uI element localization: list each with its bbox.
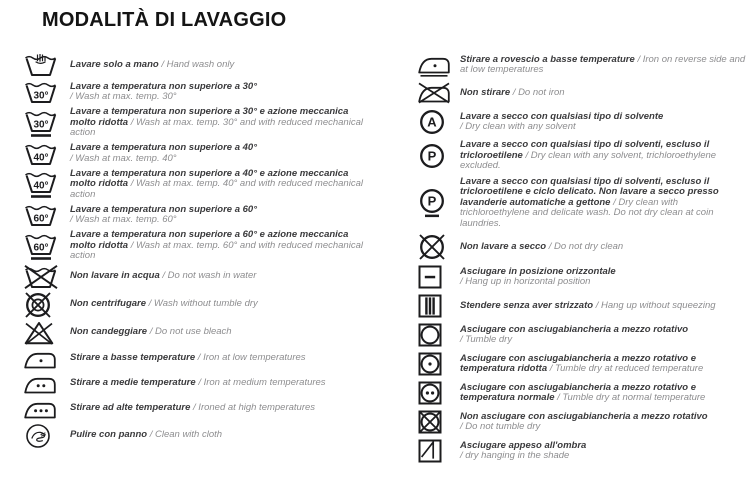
dry-clean-any-solvent-icon xyxy=(418,109,460,135)
care-item-wash-30-reduced xyxy=(24,107,376,139)
item-label-english: / Do not wash in water xyxy=(162,270,257,282)
item-label-italian: Lavare a temperatura non superiore a 30° e azione meccanica molto ridotta xyxy=(70,106,349,128)
care-item-text xyxy=(70,271,372,282)
iron-medium-icon xyxy=(24,373,70,395)
svg-text:P: P xyxy=(427,148,437,164)
care-item-text xyxy=(460,112,750,133)
item-label-english: / Do not tumble dry xyxy=(460,421,541,432)
item-label-english: / dry hanging in the shade xyxy=(460,450,570,461)
care-item-iron-low xyxy=(24,348,376,370)
item-label-italian: Stirare a rovescio a basse temperature xyxy=(460,53,635,65)
svg-text:60°: 60° xyxy=(33,213,49,225)
item-label-english: / Dry clean with trichloroethylene and delicate wash. Do not dry clean at coin laundries. xyxy=(460,196,714,229)
care-item-no-tumble-dry xyxy=(418,410,750,434)
item-label-italian: Stirare ad alte temperature xyxy=(70,402,191,414)
item-label-english: / Dry clean with any solvent, trichloroethylene excluded. xyxy=(460,149,717,171)
care-item-text xyxy=(460,412,750,433)
iron-reverse-low-icon xyxy=(418,53,460,77)
no-iron-icon xyxy=(418,82,460,104)
care-item-wash-60-reduced xyxy=(24,230,376,262)
care-item-text xyxy=(460,383,750,404)
item-label-italian: Non centrifugare xyxy=(70,298,147,310)
care-item-text xyxy=(70,169,372,201)
care-item-no-iron xyxy=(418,82,750,104)
iron-high-icon xyxy=(24,398,70,420)
item-label-english: / Hang up without squeezing xyxy=(595,299,716,311)
item-label-english: / Dry clean with any solvent xyxy=(460,121,576,132)
care-item-text xyxy=(460,325,750,346)
item-label-english: / Iron on reverse side and at low temperatures xyxy=(460,53,746,75)
item-label-italian: Asciugare con asciugabiancheria a mezzo rotativo e temperatura ridotta xyxy=(460,352,696,374)
care-item-text xyxy=(460,242,750,253)
care-item-iron-high xyxy=(24,398,376,420)
svg-text:P: P xyxy=(427,193,437,209)
dry-horizontal-icon xyxy=(418,265,460,289)
item-label-english: / Do not iron xyxy=(512,86,565,98)
wash-30-reduced-icon xyxy=(24,109,70,137)
page-title: MODALITÀ DI LAVAGGIO xyxy=(42,9,287,31)
item-label-italian: Lavare a temperatura non superiore a 40° e azione meccanica molto ridotta xyxy=(70,167,349,189)
item-label-english: / Wash at max. temp. 60° xyxy=(70,214,177,225)
hand-wash-icon xyxy=(24,53,70,77)
item-label-italian: Asciugare con asciugabiancheria a mezzo rotativo xyxy=(460,323,689,335)
item-label-italian: Lavare solo a mano xyxy=(70,58,159,70)
svg-text:60°: 60° xyxy=(33,242,49,254)
item-label-english: / Wash at max. temp. 30° xyxy=(70,91,177,102)
svg-text:30°: 30° xyxy=(33,119,49,131)
iron-low-icon xyxy=(24,348,70,370)
care-item-tumble-dry xyxy=(418,323,750,347)
care-item-no-dry-clean xyxy=(418,234,750,260)
item-label-english: / Tumble dry at reduced temperature xyxy=(549,363,704,374)
left-column xyxy=(24,53,376,468)
wash-60-icon xyxy=(24,203,70,227)
item-label-english: / Clean with cloth xyxy=(149,429,223,441)
item-label-italian: Lavare a temperatura non superiore a 40° xyxy=(70,142,258,153)
no-wash-icon xyxy=(24,265,70,289)
item-label-italian: Stirare a medie temperature xyxy=(70,377,196,389)
dry-in-shade-icon xyxy=(418,439,460,463)
care-item-hand-wash xyxy=(24,53,376,77)
item-label-english: / Do not dry clean xyxy=(548,240,624,252)
care-item-wash-60 xyxy=(24,203,376,227)
no-spin-icon xyxy=(24,292,70,318)
svg-text:40°: 40° xyxy=(33,180,49,192)
svg-text:40°: 40° xyxy=(33,151,49,163)
care-item-dry-horizontal xyxy=(418,265,750,289)
care-label-guide-page xyxy=(0,9,750,485)
item-label-english: / Tumble dry xyxy=(460,334,513,345)
care-item-wash-30 xyxy=(24,80,376,104)
care-item-tumble-dry-low xyxy=(418,352,750,376)
care-item-dry-in-shade xyxy=(418,439,750,463)
item-label-italian: Pulire con panno xyxy=(70,429,148,441)
item-label-italian: Non asciugare con asciugabiancheria a mezzo rotativo xyxy=(460,410,708,422)
item-label-english: / Tumble dry at normal temperature xyxy=(557,392,706,403)
care-item-text xyxy=(70,60,372,71)
item-label-italian: Asciugare con asciugabiancheria a mezzo rotativo e temperatura normale xyxy=(460,381,696,403)
care-item-text xyxy=(70,353,372,364)
tumble-dry-low-icon xyxy=(418,352,460,376)
hang-no-squeeze-icon xyxy=(418,294,460,318)
care-item-clean-with-cloth xyxy=(24,423,376,449)
item-label-english: / Iron at low temperatures xyxy=(197,352,306,364)
item-label-english: / Wash without tumble dry xyxy=(148,298,258,310)
columns-wrapper xyxy=(0,53,750,468)
care-item-text xyxy=(460,55,750,76)
care-item-text xyxy=(460,354,750,375)
item-label-english: / Wash at max. temp. 40° and with reduced mechanical action xyxy=(70,178,363,200)
clean-with-cloth-icon xyxy=(24,423,70,449)
item-label-english: / Iron at medium temperatures xyxy=(198,377,326,389)
care-item-text xyxy=(460,267,750,288)
item-label-italian: Lavare a temperatura non superiore a 60° xyxy=(70,203,258,215)
care-item-text xyxy=(460,301,750,312)
no-bleach-icon xyxy=(24,321,70,345)
care-item-dry-clean-any-solvent xyxy=(418,109,750,135)
item-label-english: / Wash at max. temp. 60° and with reduced mechanical action xyxy=(70,239,363,261)
care-item-text xyxy=(70,299,372,310)
wash-60-reduced-icon xyxy=(24,232,70,260)
care-item-text xyxy=(70,107,372,139)
item-label-italian: Lavare a secco con qualsiasi tipo di solventi, escluso il tricloroetilene xyxy=(460,139,710,161)
care-item-text xyxy=(70,205,372,226)
care-item-text xyxy=(460,441,750,462)
item-label-italian: Non stirare xyxy=(460,86,511,98)
item-label-italian: Stendere senza aver strizzato xyxy=(460,299,594,311)
care-item-no-bleach xyxy=(24,321,376,345)
wash-30-icon xyxy=(24,80,70,104)
care-item-text xyxy=(70,378,372,389)
care-item-text xyxy=(70,430,372,441)
item-label-english: / Wash at max. temp. 30° and with reduced mechanical action xyxy=(70,116,363,138)
right-column xyxy=(418,53,750,468)
care-item-no-spin xyxy=(24,292,376,318)
care-item-wash-40-reduced xyxy=(24,169,376,201)
item-label-english: / Hand wash only xyxy=(161,58,235,70)
item-label-italian: Stirare a basse temperature xyxy=(70,352,196,364)
svg-text:A: A xyxy=(427,114,437,130)
item-label-english: / Hang up in horizontal position xyxy=(460,276,591,287)
tumble-dry-normal-icon xyxy=(418,381,460,405)
care-item-text xyxy=(70,327,372,338)
item-label-english: / Ironed at high temperatures xyxy=(193,402,316,414)
care-item-text xyxy=(70,82,372,103)
item-label-italian: Lavare a temperatura non superiore a 60° e azione meccanica molto ridotta xyxy=(70,229,349,251)
item-label-italian: Non candeggiare xyxy=(70,326,148,338)
tumble-dry-icon xyxy=(418,323,460,347)
care-item-iron-medium xyxy=(24,373,376,395)
item-label-english: / Do not use bleach xyxy=(149,326,232,338)
care-item-dry-clean-p xyxy=(418,140,750,172)
item-label-italian: Asciugare appeso all'ombra xyxy=(460,439,587,451)
item-label-italian: Non lavare in acqua xyxy=(70,270,160,282)
dry-clean-p-delicate-icon xyxy=(418,188,460,218)
care-item-text xyxy=(70,230,372,262)
care-item-hang-no-squeeze xyxy=(418,294,750,318)
dry-clean-p-icon xyxy=(418,143,460,169)
care-item-iron-reverse-low xyxy=(418,53,750,77)
care-item-tumble-dry-normal xyxy=(418,381,750,405)
care-item-text xyxy=(460,177,750,230)
no-tumble-dry-icon xyxy=(418,410,460,434)
svg-text:30°: 30° xyxy=(33,90,49,102)
item-label-english: / Wash at max. temp. 40° xyxy=(70,152,177,164)
wash-40-reduced-icon xyxy=(24,170,70,198)
care-item-text xyxy=(70,143,372,164)
care-item-no-wash xyxy=(24,265,376,289)
item-label-italian: Non lavare a secco xyxy=(460,240,547,252)
no-dry-clean-icon xyxy=(418,234,460,260)
item-label-italian: Lavare a secco con qualsiasi tipo di solvente xyxy=(460,110,664,122)
item-label-italian: Asciugare in posizione orizzontale xyxy=(460,265,616,277)
care-item-wash-40 xyxy=(24,142,376,166)
item-label-italian: Lavare a temperatura non superiore a 30° xyxy=(70,80,258,92)
care-item-text xyxy=(70,403,372,414)
care-item-text xyxy=(460,88,750,99)
wash-40-icon xyxy=(24,142,70,166)
item-label-italian: Lavare a secco con qualsiasi tipo di solventi, escluso il tricloroetilene e ciclo delicato. Non lavare a secco presso lavanderie automatiche a gettone xyxy=(460,175,719,208)
care-item-dry-clean-p-delicate xyxy=(418,177,750,230)
care-item-text xyxy=(460,140,750,172)
